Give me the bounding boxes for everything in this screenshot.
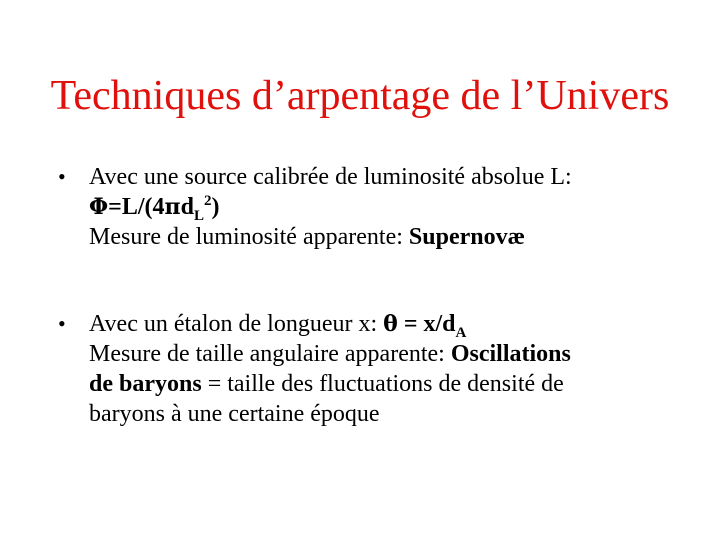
pi-symbol: π: [164, 194, 181, 220]
bullet-dot-icon: •: [58, 311, 66, 336]
bullet-description: baryons à une certaine époque: [89, 401, 380, 427]
bullet-dot-icon: •: [58, 164, 66, 189]
measure-value: Oscillations: [450, 341, 571, 367]
bullet-intro-text: Avec un étalon de longueur x:: [89, 311, 384, 337]
bullet-intro-text: Avec une source calibrée de luminosité absolue L:: [89, 164, 572, 190]
phi-symbol: Φ: [89, 194, 109, 220]
angle-formula: [383, 311, 467, 341]
slide-title: [0, 66, 720, 126]
bullet-text-line: [89, 369, 564, 399]
formula-superscript: 2: [204, 193, 212, 209]
theta-symbol: θ: [383, 311, 398, 337]
luminosity-formula: [89, 192, 220, 222]
formula-part: = x/d: [397, 311, 456, 337]
slide-title-text: Techniques d’arpentage de l’Univers: [50, 73, 670, 119]
bullet-text-line: [89, 399, 380, 429]
formula-close: ): [211, 194, 220, 220]
measure-label: Mesure de luminosité apparente:: [89, 224, 409, 250]
formula-part: =L/(4: [108, 194, 165, 220]
measure-value: de baryons: [89, 371, 202, 397]
measure-value: Supernovæ: [408, 224, 525, 250]
measure-label: Mesure de taille angulaire apparente:: [89, 341, 451, 367]
formula-subscript: L: [193, 208, 204, 224]
bullet-description: = taille des fluctuations de densité de: [201, 371, 564, 397]
bullet-text-line: [89, 162, 572, 192]
bullet-measure-line: [89, 339, 571, 369]
formula-distance: d: [180, 194, 194, 220]
formula-subscript: A: [455, 325, 467, 341]
bullet-measure-line: [89, 222, 525, 252]
bullet-text-line: [89, 309, 466, 339]
